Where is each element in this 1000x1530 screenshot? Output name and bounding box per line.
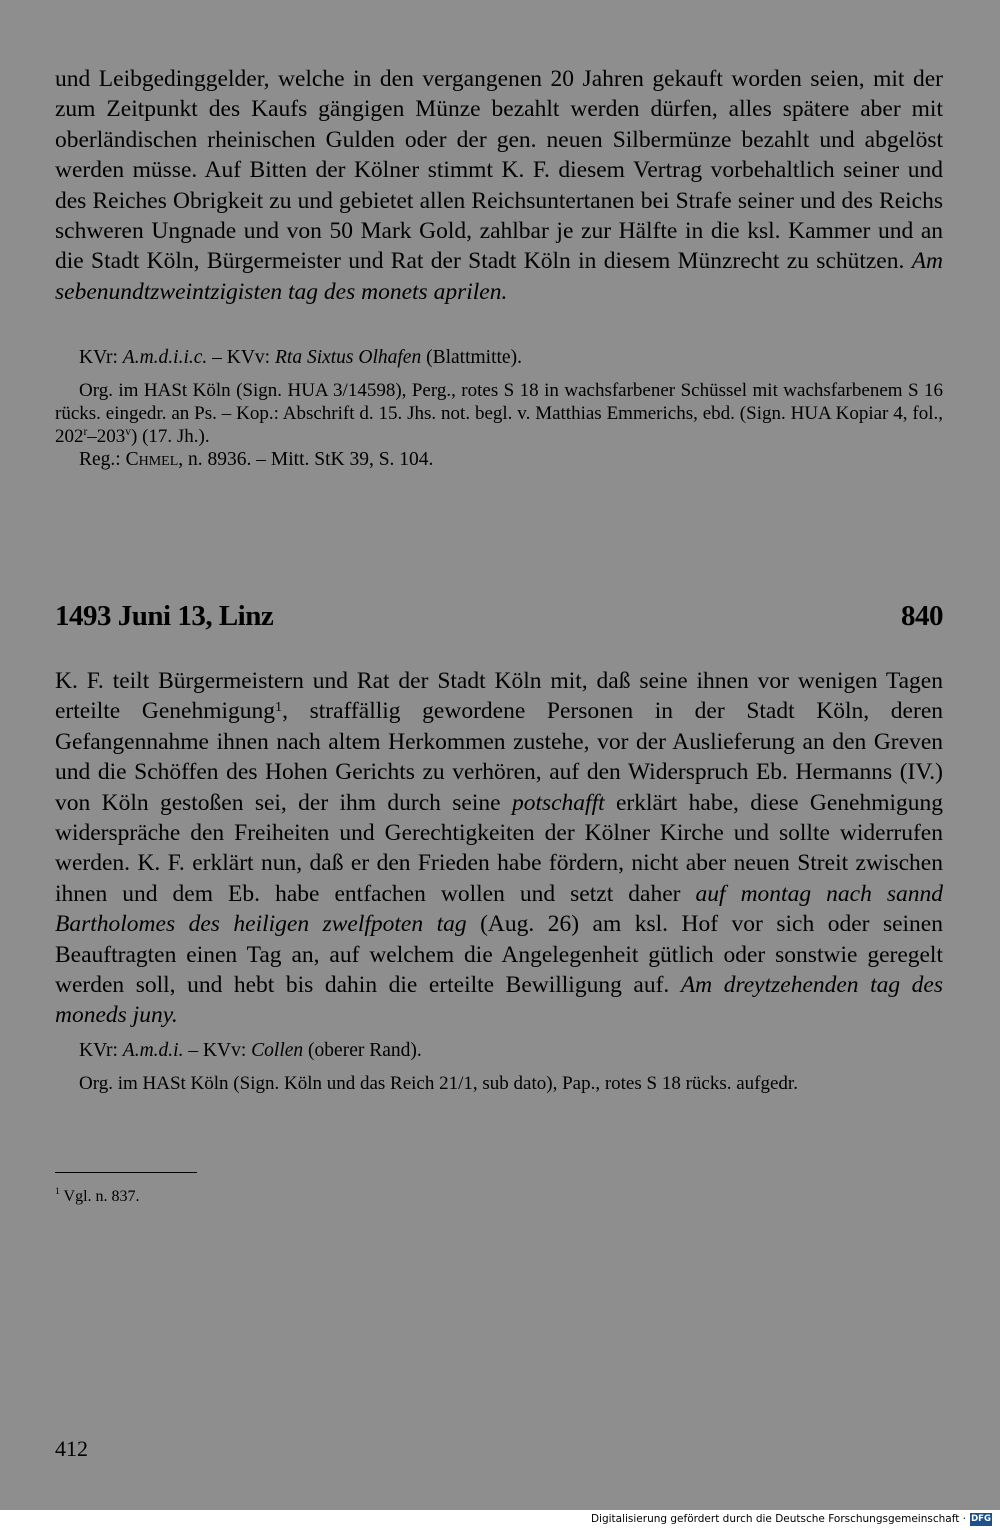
- footnote: $^1$ Vgl. n. 837.: [55, 1186, 140, 1205]
- funding-credit: Digitalisierung gefördert durch die Deutsche Forschungsgemeinschaft ·: [590, 1513, 966, 1525]
- regest-paragraph: K. F. teilt Bürgermeistern und Rat der Stadt Köln mit, daß seine ihnen vor wenigen Tagen erteilte Genehmigung$^1$, straffällig gewordene Personen in der Stadt Köln, deren Gefangennahme ihnen nach altem Herkommen zustehe, vor der Auslieferung an den Greven und die Schöffen des Hohen Gerichts zu verhören, auf den Widerspruch Eb. Hermanns (IV.) von Köln gestoßen sei, der ihm durch seine potschafft erklärt habe, diese Genehmigung widerspräche den Freiheiten und Gerechtigkeiten der Kölner Kirche und sollte widerrufen werden. K. F. erklärt nun, daß er den Frieden habe fördern, nicht aber neuen Streit zwischen ihnen und dem Eb. habe entfachen wollen und setzt daher auf montag nach sannd Bartholomes des heiligen zwelfpoten tag (Aug. 26) am ksl. Hof vor sich oder seinen Beauftragten einen Tag an, auf welchem die Angelegenheit gütlich oder sonstwie geregelt werden soll, und hebt bis dahin die erteilte Bewilligung auf. Am dreytzehenden tag des moneds juny.: [55, 668, 944, 1029]
- dfg-logo-icon: DFG: [971, 1514, 991, 1524]
- kv-line: KVr: A.m.d.i.i.c. – KVv: Rta Sixtus Olhafen (Blattmitte).: [79, 347, 522, 368]
- footnote-rule: [55, 1172, 197, 1173]
- entry-number: 840: [901, 600, 943, 632]
- org-line: Org. im HASt Köln (Sign. Köln und das Reich 21/1, sub dato), Pap., rotes S 18 rücks. aufgedr.: [79, 1072, 798, 1094]
- footnote-ref: 1: [275, 699, 283, 716]
- kv-line: KVr: A.m.d.i. – KVv: Collen (oberer Rand).: [79, 1039, 422, 1061]
- footer-bar: [0, 1510, 1000, 1530]
- entry-date-place: 1493 Juni 13, Linz: [55, 600, 274, 632]
- page-number: 412: [55, 1436, 88, 1461]
- org-line: Org. im HASt Köln (Sign. HUA 3/14598), Perg., rotes S 18 in wachsfarbener Schüssel mit wachsfarbenem S 16 rücks. eingedr. an Ps. – Kop.: Abschrift d. 15. Jhs. not. begl. v. Matthias Emmerichs, ebd. (Sign. HUA Kopiar 4, fol., 202$^r$–203$^v$) (17. Jh.).: [55, 380, 943, 447]
- regest-paragraph: und Leibgedinggelder, welche in den vergangenen 20 Jahren gekauft worden seien, mit der zum Zeitpunkt des Kaufs gängigen Münze bezahlt werden dürfen, alles spätere aber mit oberländischen rheinischen Gulden oder der gen. neuen Silbermünze bezahlt und abgelöst werden müsse. Auf Bitten der Kölner stimmt K. F. diesem Vertrag vorbehaltlich seiner und des Reiches Obrigkeit zu und gebietet allen Reichsuntertanen bei Strafe seiner und des Reichs schweren Ungnade und von 50 Mark Gold, zahlbar je zur Hälfte in die ksl. Kammer und an die Stadt Köln, Bürgermeister und Rat der Stadt Köln in diesem Münzrecht zu schützen. Am sebenundtzweintzigisten tag des monets aprilen.: [55, 66, 944, 305]
- quote-italic: Am sebenundtzweintzigisten tag des monets aprilen.: [55, 248, 944, 305]
- previous-entry-notes: [55, 346, 943, 471]
- previous-entry: [55, 64, 943, 307]
- reg-line: Reg.: Chmel, n. 8936. – Mitt. StK 39, S. 104.: [79, 449, 434, 470]
- entry-840: [55, 666, 943, 1095]
- entry-heading: [55, 600, 943, 633]
